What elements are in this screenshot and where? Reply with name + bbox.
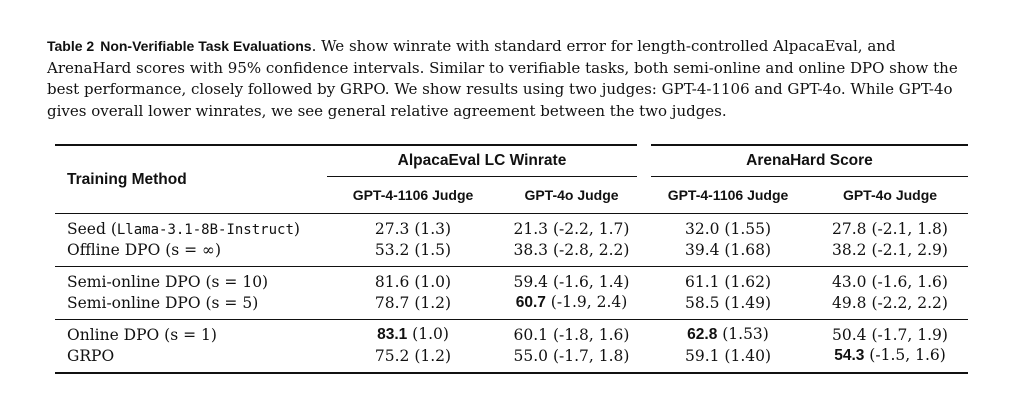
group-header-arenahard: ArenaHard Score [644,145,968,177]
value-cell: 81.6 (1.0) [327,267,499,293]
table-row [55,292,968,320]
value-cell: 58.5 (1.49) [684,293,772,312]
subheader-alpaca-gpt4-1106: GPT-4-1106 Judge [352,187,474,203]
results-table [55,144,968,374]
value-cell: 59.4 (-1.6, 1.4) [499,267,644,293]
value-cell: 55.0 (-1.7, 1.8) [499,345,644,373]
value-cell: 60.7 (-1.9, 2.4) [515,293,628,311]
method-cell: Semi-online DPO (s = 5) [67,293,259,312]
caption-text: . We show winrate with standard error for length-controlled AlpacaEval, and ArenaHard scores with 95% confidence intervals. Similar to verifiable tasks, both semi-online and online DPO show the best performance, closely followed by GRPO. We show results using two judges: GPT-4-1106 and GPT-4o. While GPT-4o gives overall lower winrates, we see general relative agreement between the two judges. [47,37,958,120]
value-cell: 83.1 (1.0) [327,320,499,346]
method-cell: GRPO [55,345,327,373]
value-cell: 38.3 (-2.8, 2.2) [513,240,630,259]
value-cell: 49.8 (-2.2, 2.2) [832,293,948,312]
table-row [55,267,968,293]
value-cell: 27.8 (-2.1, 1.8) [812,214,968,240]
table-row [55,320,968,346]
value-cell: 50.4 (-1.7, 1.9) [812,320,968,346]
value-cell: 38.2 (-2.1, 2.9) [832,240,948,259]
table-row [55,214,968,240]
value-cell: 78.7 (1.2) [374,293,452,312]
value-cell: 27.3 (1.3) [327,214,499,240]
subheader-alpaca-gpt4o: GPT-4o Judge [524,187,619,203]
caption-title: Non-Verifiable Task Evaluations [100,38,312,54]
method-cell: Semi-online DPO (s = 10) [55,267,327,293]
value-cell: 62.8 (1.53) [644,320,812,346]
value-cell: 43.0 (-1.6, 1.6) [812,267,968,293]
subheader-arena-gpt4-1106: GPT-4-1106 Judge [667,187,789,203]
value-cell: 21.3 (-2.2, 1.7) [499,214,644,240]
value-cell: 59.1 (1.40) [644,345,812,373]
method-cell: Offline DPO (s = ∞) [67,240,222,259]
value-cell: 61.1 (1.62) [644,267,812,293]
caption-label: Table 2 Non-Verifiable Task Evaluations [47,38,312,54]
value-cell: 32.0 (1.55) [644,214,812,240]
value-cell: 75.2 (1.2) [327,345,499,373]
method-header: Training Method [67,170,187,188]
method-cell: Seed (Llama-3.1-8B-Instruct) [55,214,327,240]
table-row [55,239,968,267]
value-cell: 39.4 (1.68) [684,240,772,259]
value-cell: 54.3 (-1.5, 1.6) [812,345,968,373]
table-caption [47,36,982,122]
value-cell: 60.1 (-1.8, 1.6) [499,320,644,346]
subheader-arena-gpt4o: GPT-4o Judge [842,187,938,203]
method-cell: Online DPO (s = 1) [55,320,327,346]
table-row [55,345,968,373]
group-header-alpacaeval: AlpacaEval LC Winrate [327,145,644,177]
value-cell: 53.2 (1.5) [374,240,452,259]
